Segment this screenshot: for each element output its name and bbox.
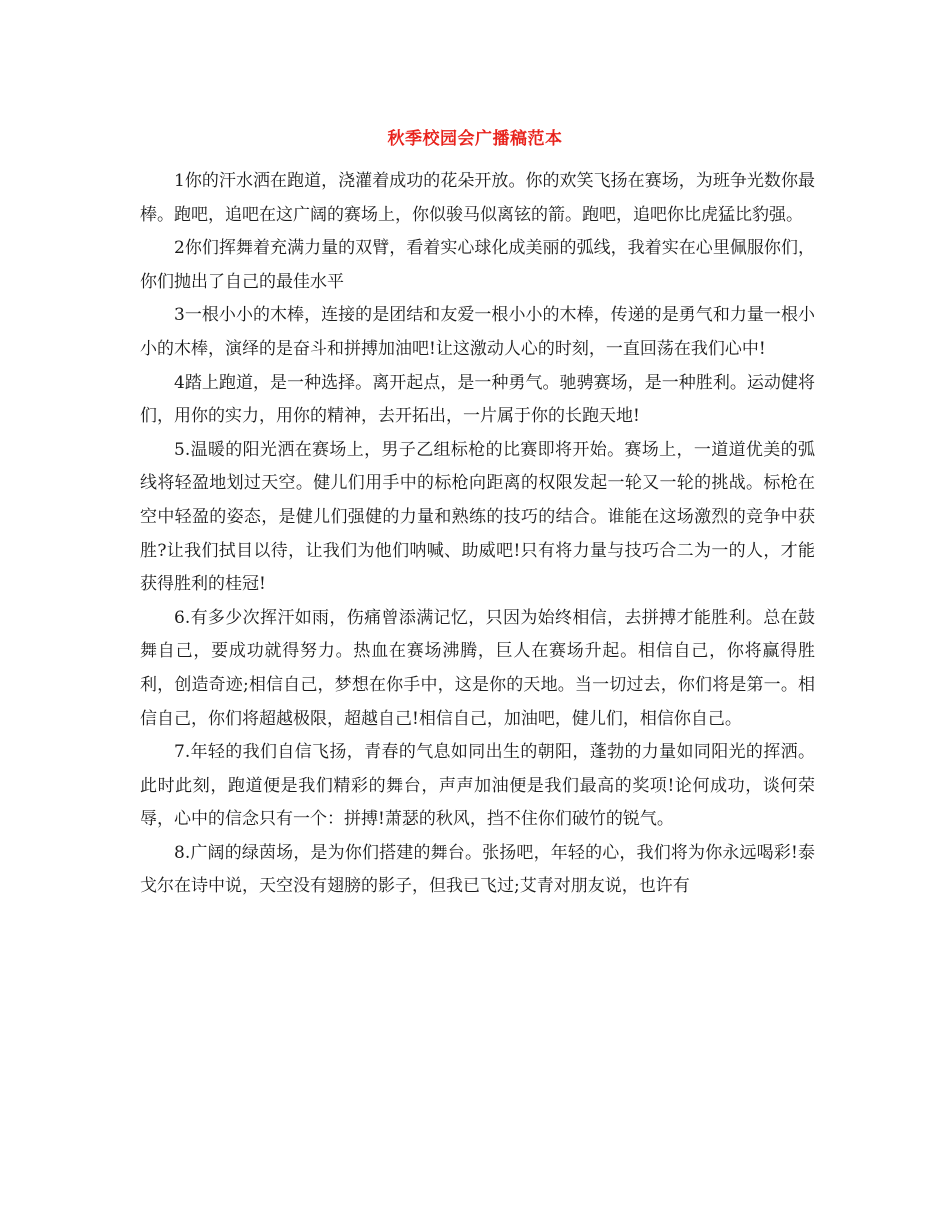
paragraph-2: 2你们挥舞着充满力量的双臂，看着实心球化成美丽的弧线，我着实在心里佩服你们，你们抛出了自己的最佳水平 [140, 238, 815, 292]
paragraph-6: 6.有多少次挥汗如雨，伤痛曾添满记忆，只因为始终相信，去拼搏才能胜利。总在鼓舞自己，要成功就得努力。热血在赛场沸腾，巨人在赛场升起。相信自己，你将赢得胜利，创造奇迹;相信自己，梦想在你手中，这是你的天地。当一切过去，你们将是第一。相信自己，你们将超越极限，超越自己!相信自己，加油吧，健儿们，相信你自己。 [140, 607, 815, 729]
paragraph-3: 3一根小小的木棒，连接的是团结和友爱一根小小的木棒，传递的是勇气和力量一根小小的木棒，演绎的是奋斗和拼搏加油吧!让这激动人心的时刻，一直回荡在我们心中! [140, 305, 815, 359]
paragraph-8: 8.广阔的绿茵场，是为你们搭建的舞台。张扬吧，年轻的心，我们将为你永远喝彩!泰戈尔在诗中说，天空没有翅膀的影子，但我已飞过;艾青对朋友说，也许有 [140, 842, 815, 897]
paragraph-5: 5.温暖的阳光洒在赛场上，男子乙组标枪的比赛即将开始。赛场上，一道道优美的弧线将轻盈地划过天空。健儿们用手中的标枪向距离的权限发起一轮又一轮的挑战。标枪在空中轻盈的姿态，是健儿们强健的力量和熟练的技巧的结合。谁能在这场激烈的竞争中获胜?让我们拭目以待，让我们为他们呐喊、助威吧!只有将力量与技巧合二为一的人，才能获得胜利的桂冠! [140, 439, 815, 595]
paragraph-1: 1你的汗水洒在跑道，浇灌着成功的花朵开放。你的欢笑飞扬在赛场，为班争光数你最棒。跑吧，追吧在这广阔的赛场上，你似骏马似离铉的箭。跑吧，追吧你比虎猛比豹强。 [140, 171, 815, 225]
document-body [140, 165, 815, 904]
paragraph-4: 4踏上跑道，是一种选择。离开起点，是一种勇气。驰骋赛场，是一种胜利。运动健将们，用你的实力，用你的精神，去开拓出，一片属于你的长跑天地! [140, 372, 815, 427]
paragraph-7: 7.年轻的我们自信飞扬，青春的气息如同出生的朝阳，蓬勃的力量如同阳光的挥洒。此时此刻，跑道便是我们精彩的舞台，声声加油便是我们最高的奖项!论何成功，谈何荣辱，心中的信念只有一个：拼搏!萧瑟的秋风，挡不住你们破竹的锐气。 [140, 742, 815, 830]
document-title: 秋季校园会广播稿范本 [387, 129, 563, 149]
